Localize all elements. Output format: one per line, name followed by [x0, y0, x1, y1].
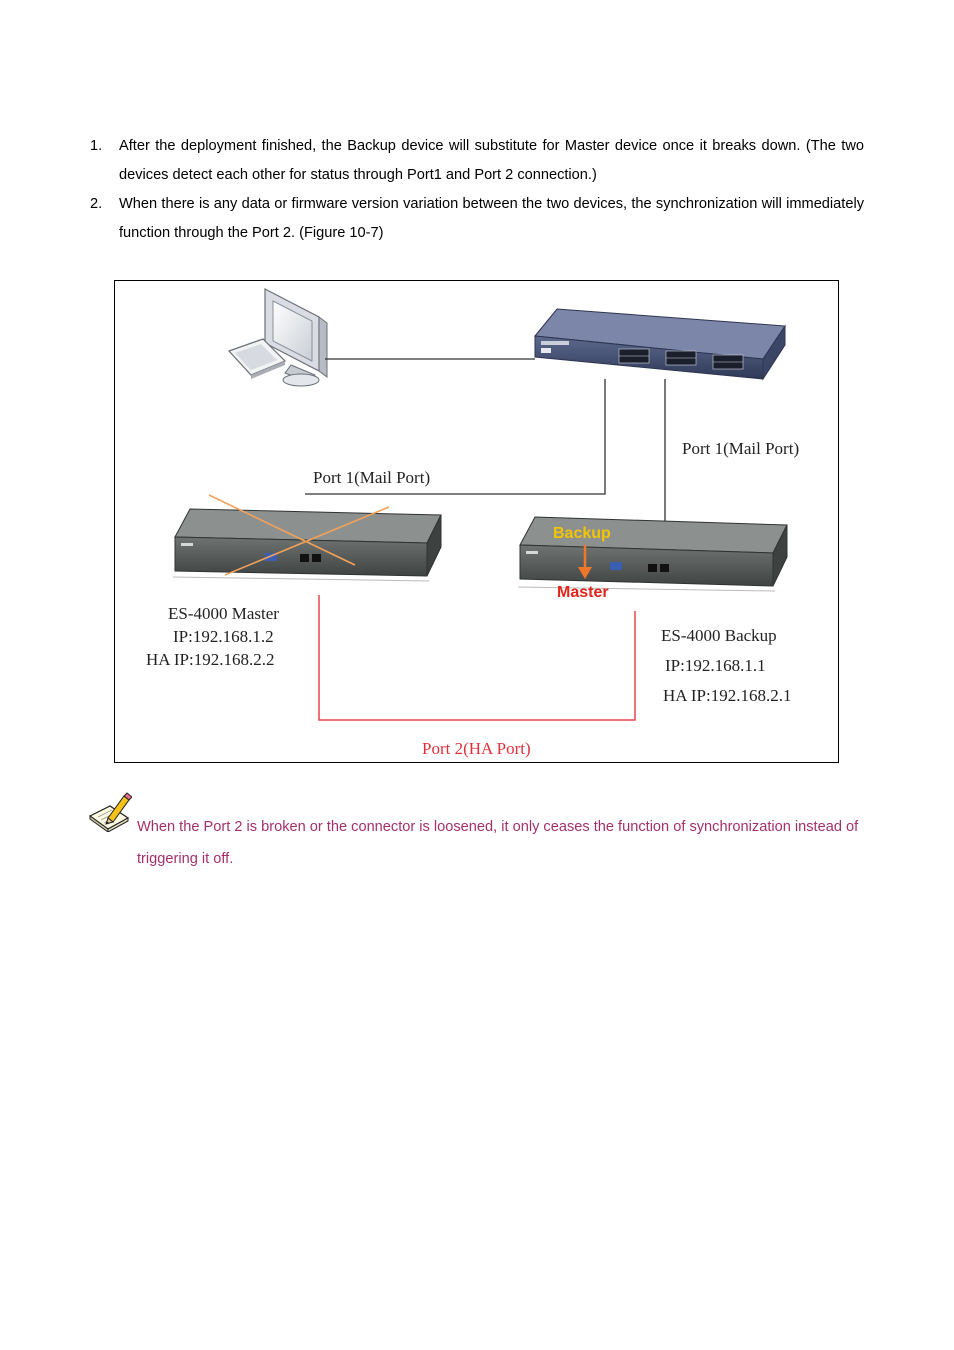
master-device-ha-ip: HA IP:192.168.2.2 — [146, 650, 275, 669]
note-text: When the Port 2 is broken or the connector is loosened, it only ceases the function of synchronization instead of triggering it off. — [137, 819, 859, 867]
master-device-ip: IP:192.168.1.2 — [173, 627, 274, 646]
ha-port-link — [319, 595, 635, 720]
port1-right-label: Port 1(Mail Port) — [682, 439, 800, 458]
mail-port-links — [305, 359, 665, 524]
port1-left-label: Port 1(Mail Port) — [313, 468, 431, 487]
master-tag: Master — [557, 584, 609, 601]
list-number: 1. — [90, 138, 103, 154]
network-switch-icon — [535, 309, 785, 379]
pencil-note-icon — [88, 792, 132, 832]
backup-device-ip: IP:192.168.1.1 — [665, 656, 766, 675]
ha-topology-figure — [114, 280, 839, 763]
list-item — [90, 132, 864, 190]
list-item — [90, 190, 864, 248]
computer-icon — [229, 289, 327, 386]
instruction-list — [90, 132, 864, 248]
backup-device-name: ES-4000 Backup — [661, 626, 777, 645]
master-appliance-icon — [173, 509, 441, 581]
port2-label: Port 2(HA Port) — [422, 739, 531, 758]
backup-tag: Backup — [553, 525, 611, 542]
list-text: When there is any data or firmware version variation between the two devices, the synchronization will immediately function through the Port 2. (Figure 10-7) — [119, 196, 864, 241]
master-device-name: ES-4000 Master — [168, 604, 279, 623]
backup-device-ha-ip: HA IP:192.168.2.1 — [663, 686, 792, 705]
list-number: 2. — [90, 196, 103, 212]
list-text: After the deployment finished, the Backup device will substitute for Master device once it breaks down. (The two devices detect each other for status through Port1 and Port 2 connection.) — [119, 138, 864, 183]
